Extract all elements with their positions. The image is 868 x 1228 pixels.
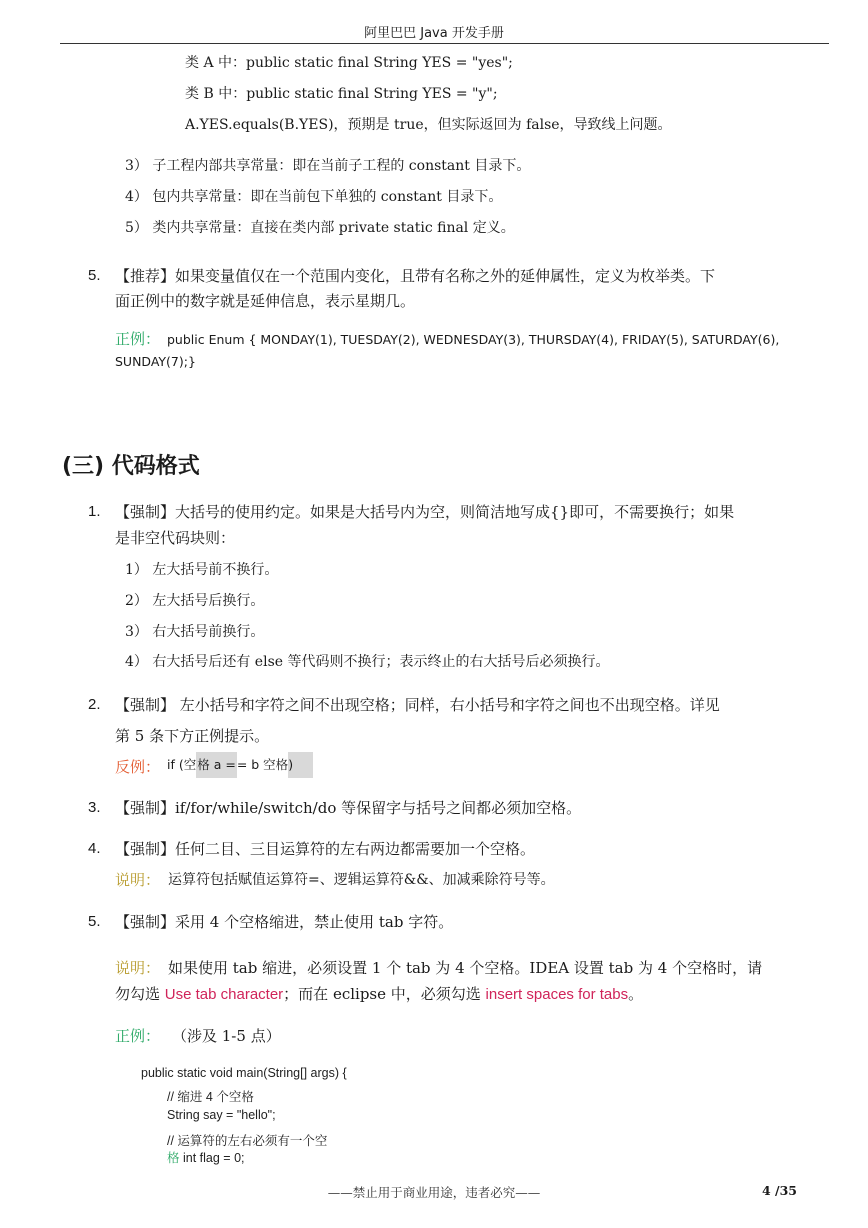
header-divider (60, 43, 829, 44)
rule-number: 2. (88, 696, 101, 713)
rule-text: 【强制】任何二目、三目运算符的左右两边都需要加一个空格。 (115, 840, 536, 858)
code-line (167, 1148, 245, 1166)
rule-number: 5. (88, 267, 101, 284)
counter-example-label: 反例： (115, 758, 161, 776)
text-part: 。 (628, 985, 644, 1003)
code-part: = b 空格 (236, 757, 289, 772)
subitem: 2） 左大括号后换行。 (125, 593, 265, 609)
rule-number: 4. (88, 840, 101, 857)
code-comment: // 运算符的左右必须有一个空 (167, 1134, 328, 1148)
page-header: 阿里巴巴 Java 开发手册 (364, 26, 504, 41)
page-number: 4 /35 (762, 1183, 798, 1198)
rule-text: 【强制】大括号的使用约定。如果是大括号内为空，则简洁地写成{}即可，不需要换行；如果 (115, 503, 735, 521)
subitem-4: 4） 包内共享常量：即在当前包下单独的 constant 目录下。 (125, 189, 503, 205)
rule-text: 【强制】 左小括号和字符之间不出现空格；同样，右小括号和字符之间也不出现空格。详见 (115, 696, 720, 714)
code-line: String say = "hello"; (167, 1108, 276, 1122)
setting-name: insert spaces for tabs (485, 986, 629, 1003)
rule-text: 【强制】采用 4 个空格缩进，禁止使用 tab 字符。 (115, 913, 454, 931)
rule-text: 【强制】if/for/while/switch/do 等保留字与括号之间都必须加空格。 (115, 799, 582, 817)
rule-number: 3. (88, 799, 101, 816)
rule-text: 是非空代码块则： (115, 529, 236, 547)
note-label: 说明： (115, 959, 161, 977)
code-line: public static void main(String[] args) { (141, 1066, 347, 1080)
subitem-5: 5） 类内共享常量：直接在类内部 private static final 定义。 (125, 220, 515, 236)
example-label: 正例： (115, 330, 161, 348)
rule-text: 面正例中的数字就是延伸信息，表示星期几。 (115, 292, 416, 310)
rule-text: 【推荐】如果变量值仅在一个范围内变化，且带有名称之外的延伸属性，定义为枚举类。下 (115, 267, 716, 285)
example-code: SUNDAY(7);} (115, 354, 196, 369)
subitem: 4） 右大括号后还有 else 等代码则不换行；表示终止的右大括号后必须换行。 (125, 654, 610, 670)
code-part: int flag = 0; (179, 1151, 245, 1165)
note-text: 运算符包括赋值运算符=、逻辑运算符&&、加减乘除符号等。 (168, 872, 555, 888)
rule-number: 1. (88, 503, 101, 520)
rule-text: 第 5 条下方正例提示。 (115, 727, 270, 745)
note-text: 如果使用 tab 缩进，必须设置 1 个 tab 为 4 个空格。IDEA 设置 tab 为 4 个空格时，请 (168, 959, 763, 977)
code-comment: 格 (167, 1151, 180, 1165)
note-label: 说明： (115, 871, 161, 889)
example-code: public Enum { MONDAY(1), TUESDAY(2), WEDNESDAY(3), THURSDAY(4), FRIDAY(5), SATURDAY(6), (167, 332, 780, 347)
highlight: ) (288, 752, 313, 778)
text-part: 勿勾选 (115, 985, 165, 1003)
rule-number: 5. (88, 913, 101, 930)
equals-line: A.YES.equals(B.YES)，预期是 true，但实际返回为 false，导致线上问题。 (185, 117, 672, 133)
counter-example-code (167, 752, 313, 778)
subitem: 1） 左大括号前不换行。 (125, 562, 279, 578)
note-text (115, 984, 643, 1005)
class-a-line: 类 A 中：public static final String YES = "yes"; (185, 55, 513, 71)
setting-name: Use tab character (164, 986, 284, 1003)
example-note: （涉及 1-5 点） (172, 1027, 281, 1045)
page-footer: ——禁止用于商业用途，违者必究—— (327, 1185, 541, 1200)
subitem: 3） 右大括号前换行。 (125, 624, 265, 640)
code-comment: // 缩进 4 个空格 (167, 1090, 254, 1104)
section-title: (三) 代码格式 (62, 454, 200, 479)
class-b-line: 类 B 中：public static final String YES = "y"; (185, 86, 498, 102)
text-part: ；而在 eclipse 中，必须勾选 (283, 985, 486, 1003)
code-part: if (空 (167, 757, 197, 772)
subitem-3: 3） 子工程内部共享常量：即在当前子工程的 constant 目录下。 (125, 158, 531, 174)
example-label: 正例： (115, 1027, 161, 1045)
highlight: 格 a = (196, 752, 237, 778)
